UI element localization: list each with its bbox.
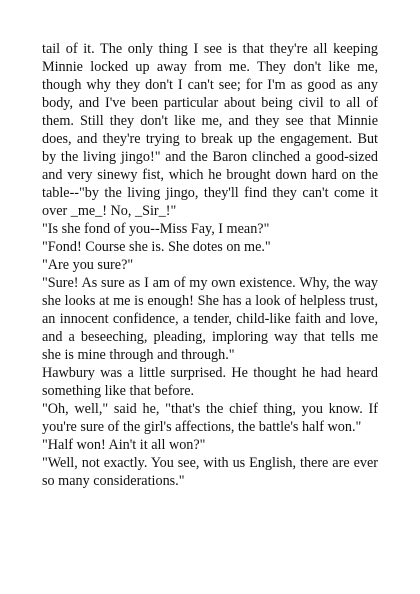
- paragraph-3: "Fond! Course she is. She dotes on me.": [42, 239, 271, 255]
- paragraph-4: "Are you sure?": [42, 257, 134, 273]
- paragraph-2: "Is she fond of you--Miss Fay, I mean?": [42, 221, 270, 237]
- paragraph-5: "Sure! As sure as I am of my own existence. Why, the way she looks at me is enough! She has a look of helpless trust, an innocent confidence, a tender, child-like faith and love, and a beseeching, pleading, imploring way that tells me she is mine through and through.": [42, 275, 378, 363]
- paragraph-6: Hawbury was a little surprised. He thought he had heard something like that before.: [42, 365, 378, 399]
- paragraph-8: "Half won! Ain't it all won?": [42, 437, 206, 453]
- paragraph-9: "Well, not exactly. You see, with us English, there are ever so many considerations.": [42, 455, 378, 489]
- paragraph-1: tail of it. The only thing I see is that they're all keeping Minnie locked up away from me. They don't like me, though why they don't I can't see; for I'm as good as any body, and I've been particular about being civil to all of them. Still they don't like me, and they see that Minnie does, and they're trying to break up the engagement. But by the living jingo!" and the Baron clinched a good-sized and very sinewy fist, which he brought down hard on the table--"by the living jingo, they'll find they can't come it over _me_! No, _Sir_!": [42, 41, 378, 219]
- paragraph-7: "Oh, well," said he, "that's the chief thing, you know. If you're sure of the girl's affections, the battle's half won.": [42, 401, 378, 435]
- page-text: [42, 40, 378, 490]
